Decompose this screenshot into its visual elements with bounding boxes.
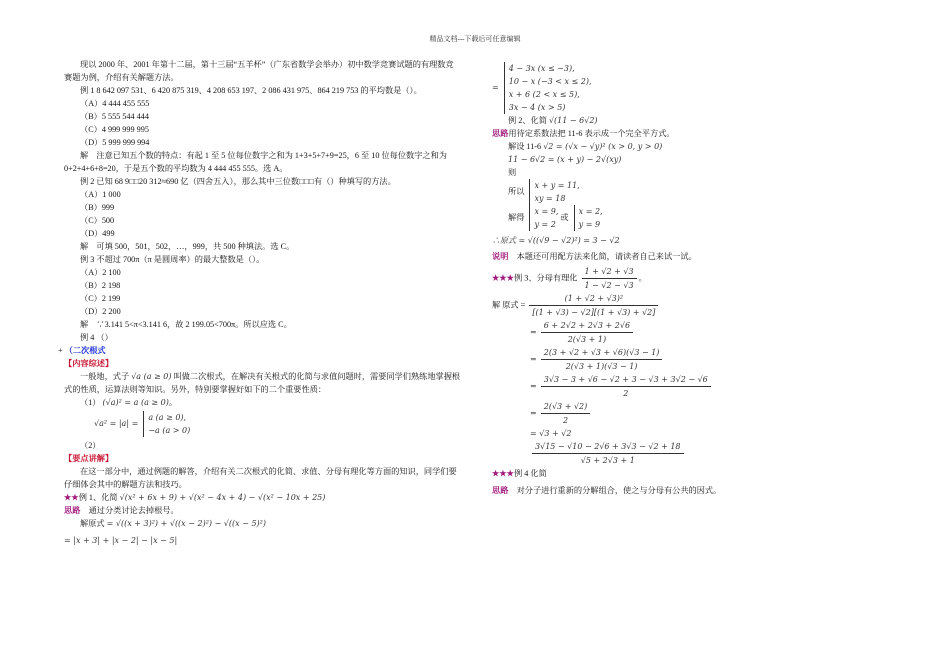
- option-a: （A）1 000: [80, 190, 121, 199]
- solution-r1-abs: = |x + 3| + |x − 2| − |x − 5|: [64, 536, 178, 545]
- key-points-text: 在这一部分中，通过例题的解答，介绍有关二次根式的化简、求值、分母有理化等方面的知识，同学们要: [80, 467, 457, 476]
- radical-expression: √a (a ≥ 0): [131, 372, 172, 381]
- piecewise-result: [492, 62, 892, 114]
- tag-key-points: 【要点讲解】: [64, 454, 114, 463]
- key-points-text: 仔细体会其中的解题方法和技巧。: [64, 480, 187, 489]
- example-r1-label: 例 1、化简: [78, 493, 118, 502]
- fraction: [541, 319, 633, 346]
- fraction: [582, 265, 637, 292]
- example-r3-end: 。: [638, 273, 647, 283]
- fraction-numerator: 1 + √2 + √3: [582, 265, 637, 279]
- think-line: [492, 484, 892, 497]
- difficulty-stars: ★★: [64, 493, 79, 502]
- example-r1-expression: √(x² + 6x + 9) + √(x² − 4x + 4) − √(x² − 10x + 25): [119, 493, 326, 502]
- solution-2: 解 可填 500，501，502，…，999，共 500 种填法。选 C。: [80, 242, 295, 251]
- piecewise-case: −a (a > 0): [148, 426, 191, 435]
- system-1-label: 所以: [508, 186, 525, 196]
- example-r4-expression: [492, 440, 892, 467]
- option-a: （A）4 444 455 555: [80, 99, 150, 108]
- system-equation: xy = 18: [534, 194, 566, 203]
- system-1: [492, 179, 892, 205]
- solution-r2: [492, 140, 892, 153]
- system-equation: x = 9,: [534, 207, 559, 216]
- example-r4-label: 例 4 化简: [514, 469, 547, 478]
- example-r4: [492, 467, 892, 480]
- think-text: 用待定系数法把 11-6 表示成一个完全平方式。: [508, 129, 675, 138]
- result-line: ∴原式 = √((√9 − √2)²) = 3 − √2: [492, 236, 620, 245]
- solution-r1: [64, 517, 474, 530]
- fraction-denominator: 2: [562, 416, 569, 425]
- fraction-denominator: 2(√3 + 1): [567, 335, 607, 344]
- fraction-numerator: 6 + 2√2 + 2√3 + 2√6: [541, 319, 633, 333]
- solution-r2-expansion: [492, 153, 892, 166]
- fraction-denominator: 2(√3 + 1)(√3 − 1): [565, 362, 638, 371]
- piecewise-case: x + 6 (2 < x ≤ 5),: [508, 90, 580, 99]
- system-equation: x = 2,: [578, 207, 603, 216]
- option-b: （B）999: [80, 203, 115, 212]
- example-3: 例 3 不超过 700π（π 是圆周率）的最大整数是（）。: [80, 255, 265, 264]
- solution-r3-step: [492, 319, 892, 346]
- then-label: 则: [508, 168, 517, 177]
- overview-text-a: 一般地，式子: [80, 372, 130, 381]
- system-2-label: 解得: [508, 212, 525, 222]
- note-text: 本题还可用配方法来化简，请读者自己来试一试。: [516, 252, 697, 261]
- option-b: （B）2 198: [80, 281, 121, 290]
- intro-text: 现以 2000 年、2001 年第十二届，第十三届“五羊杯”（广东省数学会举办）初中数学竞赛试题的有理数竞: [80, 60, 454, 69]
- equals-sign: =: [530, 408, 537, 418]
- fraction: [532, 440, 684, 467]
- example-r1: [64, 491, 474, 504]
- solution-1: 0+2+4+6+8=20，于是五个数的平均数为 4 444 455 555。选 A。: [64, 164, 288, 173]
- system-equation: x + y = 11,: [534, 181, 580, 190]
- piecewise-brace: [504, 62, 592, 114]
- overview-text: 式的性质，运算法则等知识。另外，特别要掌握好如下的二个重要性质：: [64, 385, 327, 394]
- note-line: [492, 250, 892, 263]
- overview-text: [64, 370, 474, 383]
- piecewise-case: a (a ≥ 0),: [148, 413, 187, 422]
- equals-sign: =: [530, 381, 537, 391]
- solution-r3-final: = √3 + √2: [530, 429, 572, 438]
- option-c: （C）2 199: [80, 294, 121, 303]
- expansion-formula: 11 − 6√2 = (x + y) − 2√(xy): [508, 155, 622, 164]
- piecewise-case: 3x − 4 (x > 5): [508, 103, 566, 112]
- solution-r3-step: [492, 346, 892, 373]
- fraction-numerator: 2(√3 + √2): [541, 400, 591, 414]
- section-heading: [58, 344, 474, 357]
- solution-r3-step: [492, 373, 892, 400]
- fraction-numerator: (1 + √2 + √3)²: [529, 292, 658, 306]
- think-line: [492, 127, 892, 140]
- equals-sign: =: [530, 354, 537, 364]
- option-d: （D）5 999 999 994: [80, 138, 150, 147]
- section-title: （二次根式: [64, 346, 106, 355]
- intro-text: 赛题为例，介绍有关解题方法。: [64, 73, 179, 82]
- right-column: [492, 62, 892, 497]
- think-label: 思路: [492, 129, 509, 138]
- property-1-label: （1）: [80, 398, 101, 407]
- fraction: [541, 373, 711, 400]
- option-b: （B）5 555 544 444: [80, 112, 149, 121]
- equals-sign: =: [530, 327, 537, 337]
- fraction-denominator: [(1 + √3) − √2][(1 + √3) + √2]: [532, 308, 656, 317]
- think-label: 思路: [492, 486, 509, 495]
- property-2-formula: [64, 411, 474, 437]
- piecewise-brace: [143, 411, 190, 437]
- difficulty-stars: ★★★: [492, 273, 515, 283]
- page-header: 精品文档---下载后可任意编辑: [429, 35, 521, 43]
- think-line: [64, 504, 474, 517]
- property-1: [64, 396, 474, 409]
- solution-r3-step: [492, 292, 892, 319]
- solution-r2-expression: √2 = (√x − √y)² (x > 0, y > 0): [543, 142, 663, 151]
- option-c: （C）4 999 999 995: [80, 125, 149, 134]
- fraction-denominator: √5 + 2√3 + 1: [580, 456, 635, 465]
- fraction-numerator: 3√3 − 3 + √6 − √2 + 3 − √3 + 3√2 − √6: [541, 373, 711, 387]
- or-label: 或: [560, 212, 569, 222]
- example-1: 例 1 8 642 097 531、6 420 875 319、4 208 653 197、2 086 431 975、864 219 753 的平均数是（）。: [80, 86, 422, 95]
- fraction-denominator: 2: [623, 389, 629, 398]
- option-d: （D）499: [80, 229, 115, 238]
- difficulty-stars: ★★★: [492, 469, 515, 478]
- example-r2-expression: √(11 − 6√2): [548, 116, 598, 125]
- fraction-numerator: 3√15 − √10 − 2√6 + 3√3 − √2 + 18: [532, 440, 684, 454]
- piecewise-case: 10 − x (−3 < x ≤ 2),: [508, 77, 592, 86]
- piecewise-equals: =: [492, 82, 499, 92]
- fraction: [541, 346, 663, 373]
- example-2: 例 2 已知 68 9□□20 312≈690 亿（四舍五入），那么其中三位数□□□有（）种填写的方法。: [80, 177, 396, 186]
- solution-r3-step: [492, 400, 892, 427]
- system-brace: [529, 179, 579, 205]
- think-label: 思路: [64, 506, 81, 515]
- system-brace: [529, 205, 558, 231]
- option-a: （A）2 100: [80, 268, 121, 277]
- section-marker: +: [58, 346, 63, 355]
- fraction: [529, 292, 658, 319]
- example-r2: [492, 114, 892, 127]
- option-c: （C）500: [80, 216, 115, 225]
- example-r3: [492, 265, 892, 292]
- property-2-label: （2）: [80, 441, 101, 450]
- solution-r1-expression: = √((x + 3)²) + √((x − 2)²) − √((x − 5)²): [106, 519, 266, 528]
- tag-overview: 【内容综述】: [64, 359, 114, 368]
- fraction-denominator: 1 − √2 − √3: [584, 281, 634, 290]
- solution-1: 解 注意已知五个数的特点：有起 1 至 5 位每位数字之和为 1+3+5+7+9=25，6 至 10 位每位数字之和为: [80, 151, 447, 160]
- think-text: 通过分类讨论去掉根号。: [88, 506, 179, 515]
- think-text: 对分子进行重新的分解组合，使之与分母有公共的因式。: [516, 486, 722, 495]
- solution-r2-label: 解设 11-6: [508, 142, 542, 151]
- example-r3-label: 例 3、分母有理化: [514, 273, 578, 283]
- fraction-numerator: 2(3 + √2 + √3 + √6)(√3 − 1): [541, 346, 663, 360]
- overview-text-b: 叫做二次根式，在解决有关根式的化简与求值问题时，需要同学们熟练地掌握根: [173, 372, 461, 381]
- example-r2-label: 例 2、化简: [508, 116, 547, 125]
- piecewise-case: 4 − 3x (x ≤ −3),: [508, 64, 575, 73]
- system-brace: [574, 205, 603, 231]
- left-column: [58, 58, 474, 547]
- system-2: [492, 205, 892, 231]
- property-1-end: 。: [168, 398, 178, 407]
- solution-r1-label: 解原式: [80, 519, 105, 528]
- system-equation: y = 9: [578, 220, 601, 229]
- solution-r3-label: 解 原式 =: [492, 300, 526, 310]
- system-equation: y = 2: [534, 220, 556, 229]
- property-2-lhs: √a² = |a| =: [94, 418, 139, 428]
- example-4: 例 4 （）: [80, 333, 113, 342]
- property-1-formula: (√a)² = a (a ≥ 0): [102, 398, 169, 407]
- solution-3: 解 ∵3.141 5<π<3.141 6，故 2 199.05<700π。所以应选 C。: [80, 320, 292, 329]
- option-d: （D）2 200: [80, 307, 121, 316]
- note-label: 说明: [492, 252, 509, 261]
- fraction: [541, 400, 591, 427]
